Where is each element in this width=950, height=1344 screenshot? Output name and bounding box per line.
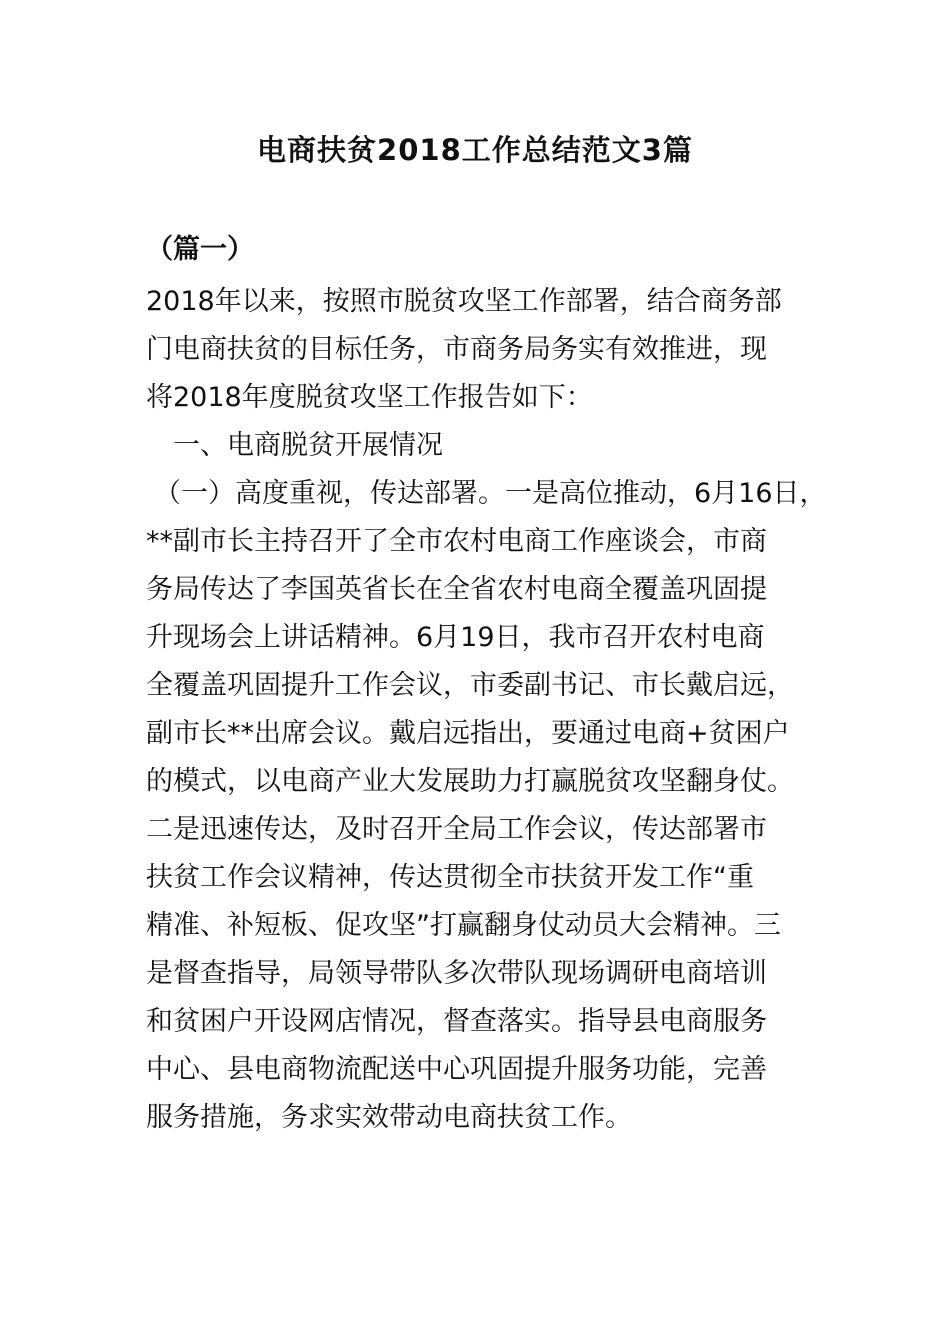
subsection-heading: 一、电商脱贫开展情况 xyxy=(173,430,443,461)
paragraph-line: 精准、补短板、促攻坚”打赢翻身仗动员大会精神。三 xyxy=(146,910,781,941)
paragraph-line: 二是迅速传达，及时召开全局工作会议，传达部署市 xyxy=(146,814,767,845)
paragraph-line: （一）高度重视，传达部署。一是高位推动，6月16日， xyxy=(154,478,827,509)
paragraph-line: 中心、县电商物流配送中心巩固提升服务功能，完善 xyxy=(146,1054,767,1085)
paragraph-line: 的模式，以电商产业大发展助力打赢脱贫攻坚翻身仗。 xyxy=(146,766,794,797)
paragraph-line: 务局传达了李国英省长在全省农村电商全覆盖巩固提 xyxy=(146,574,767,605)
document-body xyxy=(146,278,826,1142)
paragraph-line: 和贫困户开设网店情况，督查落实。指导县电商服务 xyxy=(146,1006,767,1037)
paragraph-line: **副市长主持召开了全市农村电商工作座谈会，市商 xyxy=(146,526,767,557)
paragraph-line: 门电商扶贫的目标任务，市商务局务实有效推进，现 xyxy=(146,334,767,365)
paragraph-line: 将2018年度脱贫攻坚工作报告如下： xyxy=(146,382,593,413)
section-heading: （篇一） xyxy=(146,234,254,265)
document-title: 电商扶贫2018工作总结范文3篇 xyxy=(257,133,693,167)
paragraph-line: 扶贫工作会议精神，传达贯彻全市扶贫开发工作“重 xyxy=(146,862,754,893)
paragraph-line: 副市长**出席会议。戴启远指出，要通过电商+贫困户 xyxy=(146,718,790,749)
paragraph-line: 2018年以来，按照市脱贫攻坚工作部署，结合商务部 xyxy=(146,286,782,317)
paragraph-line: 服务措施，务求实效带动电商扶贫工作。 xyxy=(146,1102,632,1133)
paragraph-line: 全覆盖巩固提升工作会议，市委副书记、市长戴启远， xyxy=(146,670,794,701)
paragraph-line: 是督查指导，局领导带队多次带队现场调研电商培训 xyxy=(146,958,767,989)
paragraph-line: 升现场会上讲话精神。6月19日，我市召开农村电商 xyxy=(146,622,765,653)
